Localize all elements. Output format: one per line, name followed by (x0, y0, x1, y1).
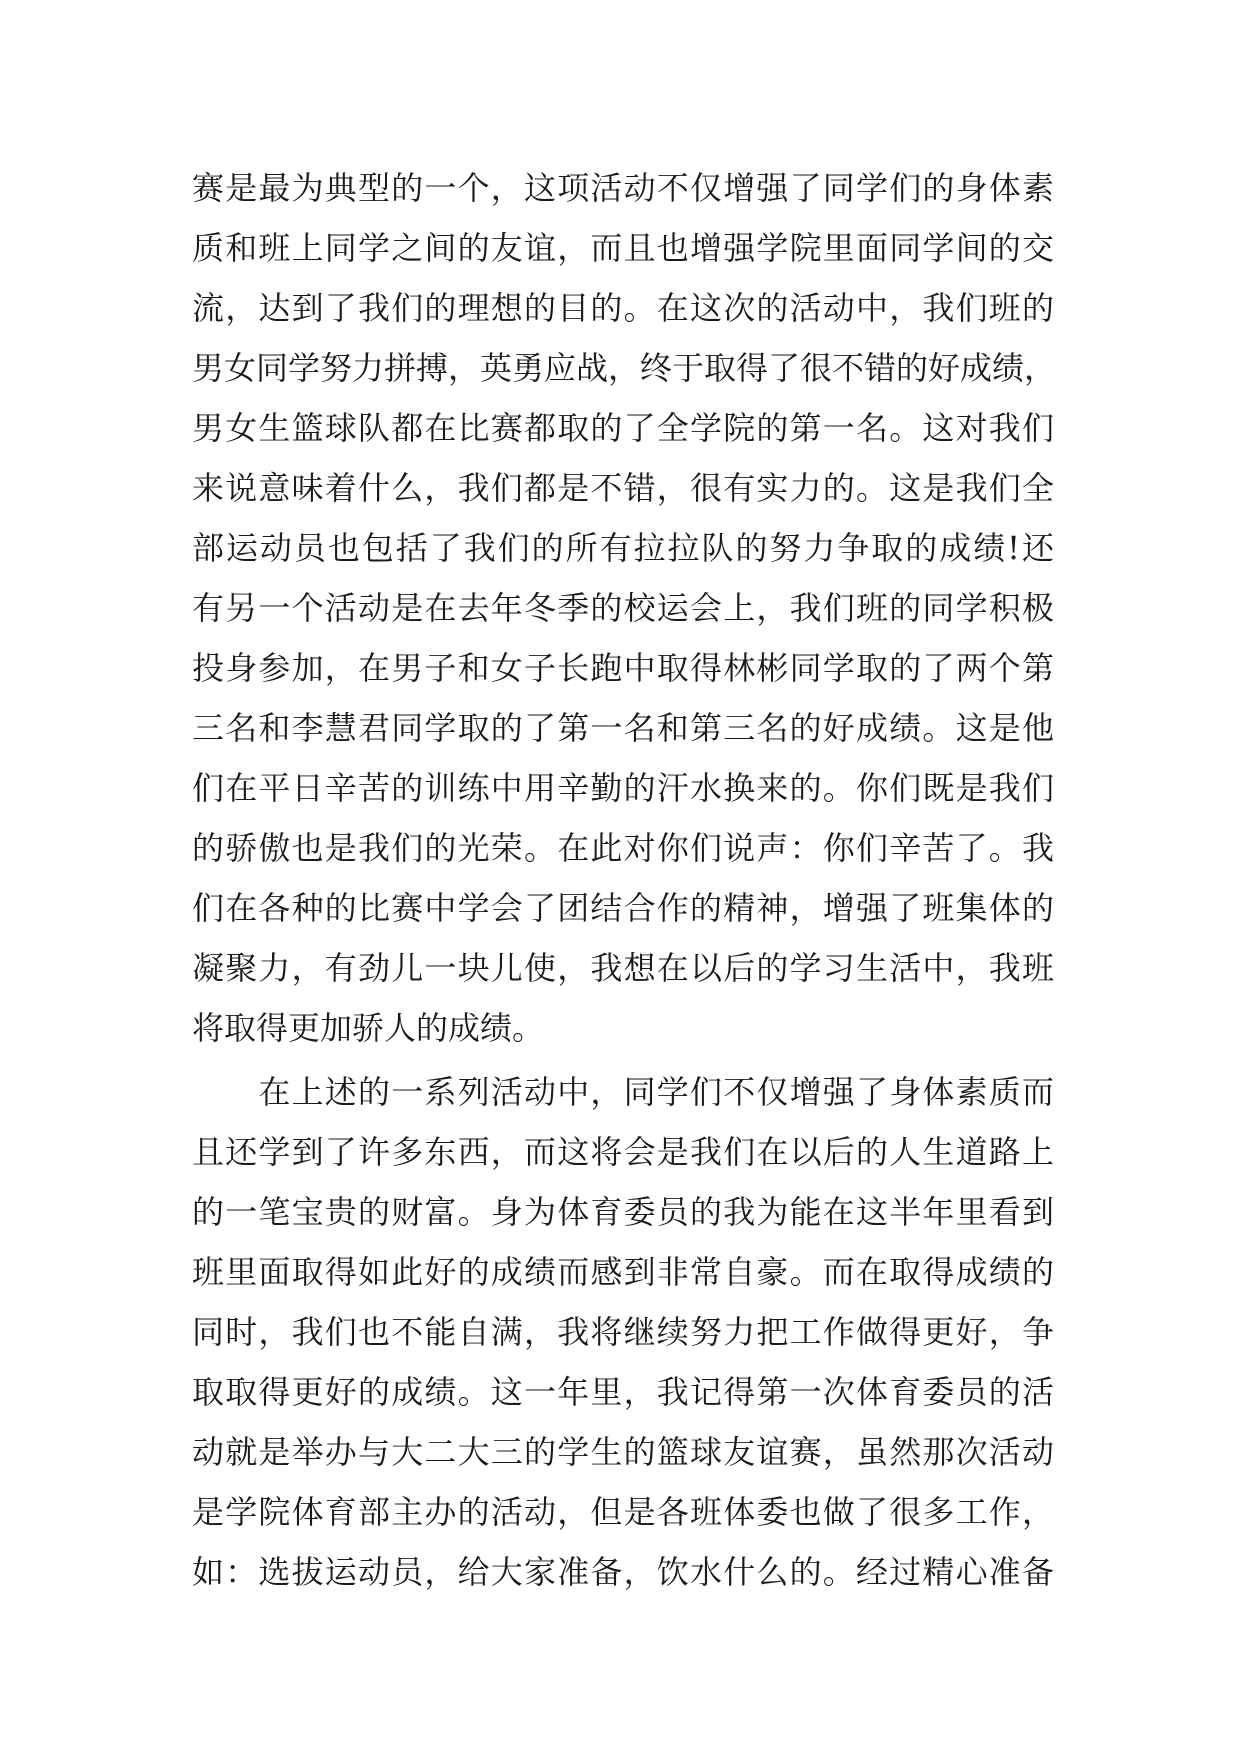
text-line: 来说意味着什么，我们都是不错，很有实力的。这是我们全 (192, 469, 1054, 507)
text-line: 班里面取得如此好的成绩而感到非常自豪。而在取得成绩的 (192, 1253, 1054, 1291)
text-line: 动就是举办与大二大三的学生的篮球友谊赛，虽然那次活动 (192, 1433, 1054, 1471)
text-line: 且还学到了许多东西，而这将会是我们在以后的人生道路上 (192, 1133, 1054, 1171)
paragraph-1 (192, 158, 1057, 1058)
text-line: 的骄傲也是我们的光荣。在此对你们说声：你们辛苦了。我 (192, 829, 1054, 867)
text-line: 赛是最为典型的一个，这项活动不仅增强了同学们的身体素 (192, 169, 1054, 207)
text-line: 三名和李慧君同学取的了第一名和第三名的好成绩。这是他 (192, 709, 1054, 747)
body-text (192, 158, 1057, 1602)
text-line: 是学院体育部主办的活动，但是各班体委也做了很多工作， (192, 1493, 1054, 1531)
text-line: 的一笔宝贵的财富。身为体育委员的我为能在这半年里看到 (192, 1193, 1054, 1231)
text-line: 投身参加，在男子和女子长跑中取得林彬同学取的了两个第 (192, 649, 1054, 687)
text-line: 男女生篮球队都在比赛都取的了全学院的第一名。这对我们 (192, 409, 1054, 447)
text-line: 质和班上同学之间的友谊，而且也增强学院里面同学间的交 (192, 229, 1054, 267)
paragraph-2 (192, 1062, 1054, 1602)
text-line: 有另一个活动是在去年冬季的校运会上，我们班的同学积极 (192, 589, 1054, 627)
text-line: 将取得更加骄人的成绩。 (192, 1009, 545, 1047)
text-line: 凝聚力，有劲儿一块儿使，我想在以后的学习生活中，我班 (192, 949, 1054, 987)
text-line: 们在平日辛苦的训练中用辛勤的汗水换来的。你们既是我们 (192, 769, 1054, 807)
text-line: 如：选拔运动员，给大家准备，饮水什么的。经过精心准备 (192, 1553, 1054, 1591)
text-line: 部运动员也包括了我们的所有拉拉队的努力争取的成绩!还 (192, 529, 1054, 567)
text-line: 男女同学努力拼搏，英勇应战，终于取得了很不错的好成绩， (192, 349, 1057, 387)
text-line: 同时，我们也不能自满，我将继续努力把工作做得更好，争 (192, 1313, 1054, 1351)
text-line: 取取得更好的成绩。这一年里，我记得第一次体育委员的活 (192, 1373, 1054, 1411)
text-line: 们在各种的比赛中学会了团结合作的精神，增强了班集体的 (192, 889, 1054, 927)
text-line: 流，达到了我们的理想的目的。在这次的活动中，我们班的 (192, 289, 1054, 327)
text-line: 在上述的一系列活动中，同学们不仅增强了身体素质而 (192, 1073, 1054, 1111)
